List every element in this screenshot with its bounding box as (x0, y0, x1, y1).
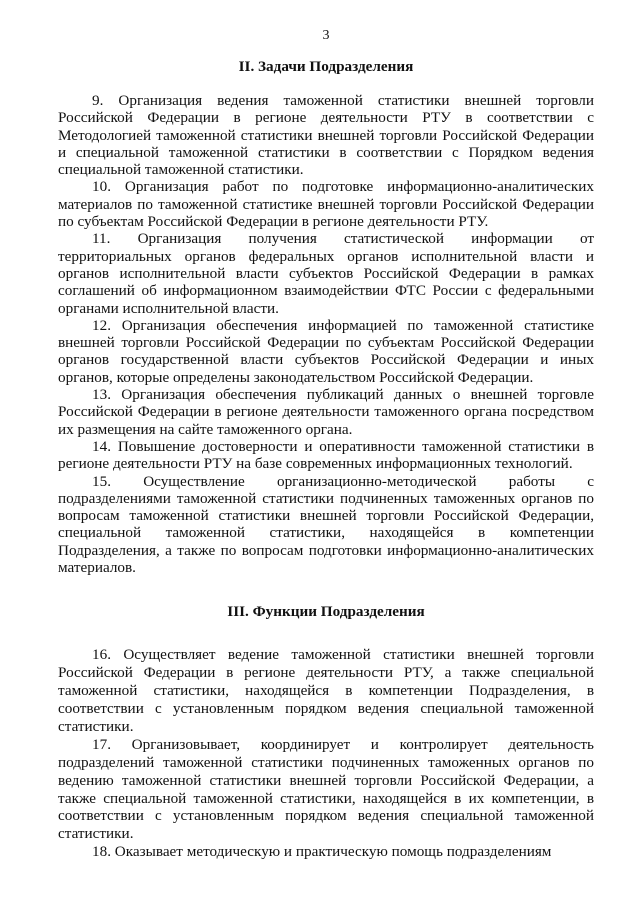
paragraph-9: 9. Организация ведения таможенной статистики внешней торговли Российской Федерации в регионе деятельности РТУ в соответствии с Методологией таможенной статистики внешней торговли Российской Федерации и специальной таможенной статистики в соответствии с Порядком ведения специальной таможенной статистики. (58, 92, 594, 179)
paragraph-12: 12. Организация обеспечения информацией по таможенной статистике внешней торговли Российской Федерации по субъектам Российской Федерации органов государственной власти субъектов Российской Федерации и иных органов, которые определены законодательством Российской Федерации. (58, 316, 594, 386)
paragraph-17: 17. Организовывает, координирует и контролирует деятельность подразделений таможенной статистики подчиненных таможенных органов по ведению таможенной статистики внешней торговли Российской Федерации, а также специальной таможенной статистики, находящейся в их компетенции, в соответствии с установленным порядком ведения специальной таможенной статистики. (58, 735, 594, 843)
paragraph-16: 16. Осуществляет ведение таможенной статистики внешней торговли Российской Федерации в регионе деятельности РТУ, а также специальной таможенной статистики, находящейся в компетенции Подразделения, в соответствии с установленным порядком ведения специальной таможенной статистики. (58, 646, 594, 735)
section-functions (58, 603, 594, 861)
section-tasks (58, 58, 594, 576)
page-number: 3 (322, 28, 330, 43)
paragraph-11: 11. Организация получения статистической информации от территориальных органов федеральных органов исполнительной власти и органов исполнительной власти субъектов Российской Федерации в рамках соглашений об информационном взаимодействии ФТС России с федеральными органами исполнительной власти. (58, 230, 594, 317)
paragraph-15: 15. Осуществление организационно-методической работы с подразделениями таможенной статистики подчиненных таможенных органов по вопросам таможенной статистики внешней торговли Российской Федерации, специальной таможенной статистики, находящейся в компетенции Подразделения, а также по вопросам подготовки информационно-аналитических материалов. (58, 472, 594, 577)
paragraph-14: 14. Повышение достоверности и оперативности таможенной статистики в регионе деятельности РТУ на базе современных информационных технологий. (58, 437, 594, 473)
paragraph-10: 10. Организация работ по подготовке информационно-аналитических материалов по таможенной статистике внешней торговли Российской Федерации по субъектам Российской Федерации в регионе деятельности РТУ. (58, 178, 594, 231)
document-page (58, 28, 594, 861)
section-heading-tasks: II. Задачи Подразделения (238, 58, 414, 75)
section-heading-functions: III. Функции Подразделения (227, 603, 425, 621)
paragraph-13: 13. Организация обеспечения публикаций данных о внешней торговле Российской Федерации в регионе деятельности таможенного органа посредством их размещения на сайте таможенного органа. (58, 386, 594, 438)
paragraph-18: 18. Оказывает методическую и практическую помощь подразделениям (92, 843, 552, 861)
